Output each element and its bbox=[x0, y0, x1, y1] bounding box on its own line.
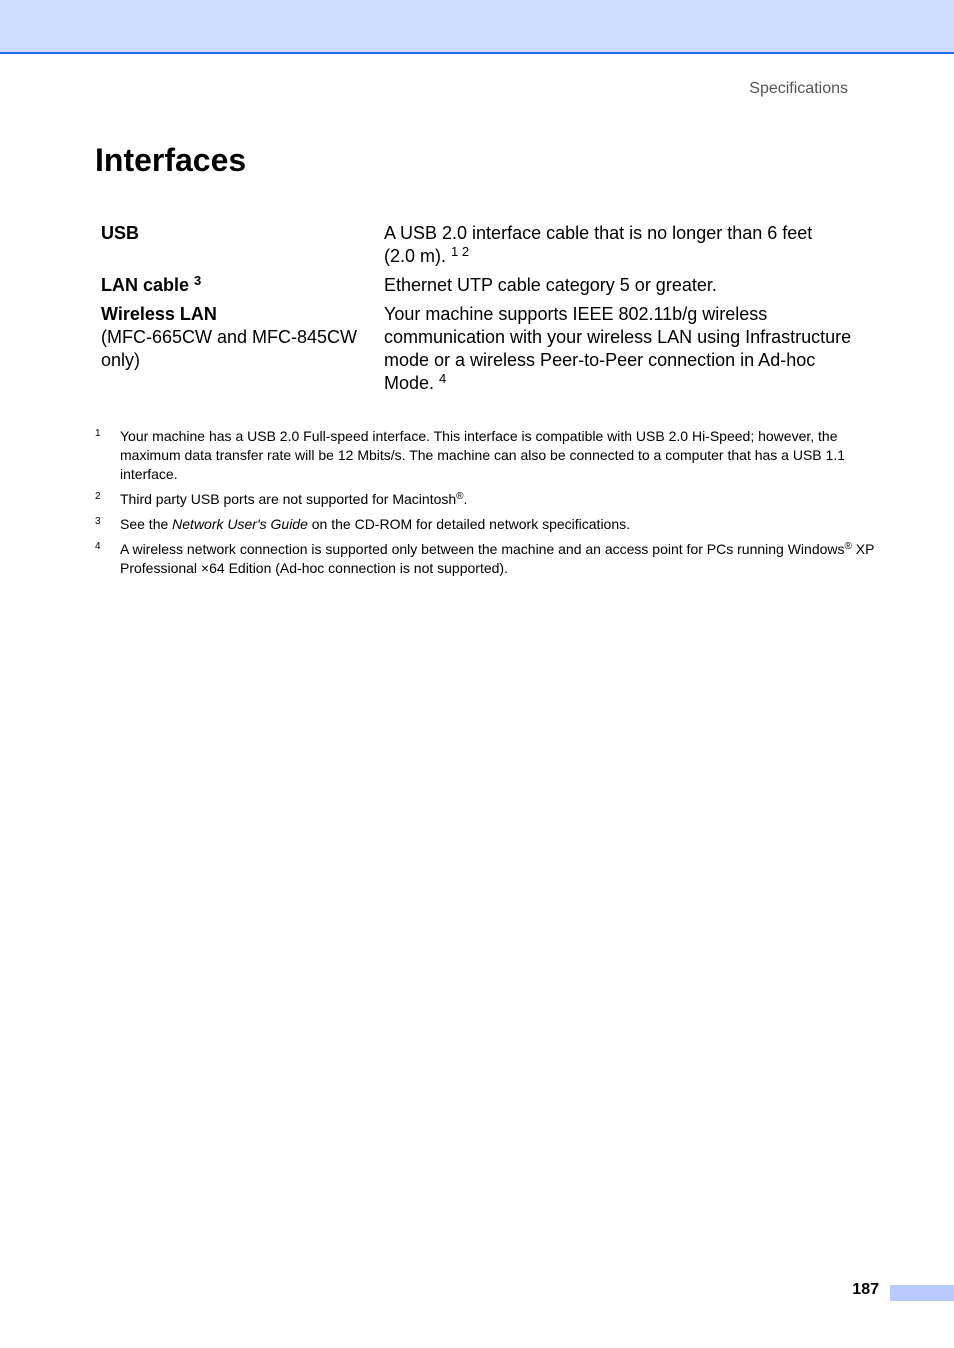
row-label bbox=[95, 303, 378, 401]
header-band bbox=[0, 0, 954, 54]
footnote-reference[interactable]: 1 2 bbox=[451, 244, 470, 259]
footnote-text-end: . bbox=[463, 491, 468, 507]
section-label: Specifications bbox=[749, 80, 848, 97]
guide-title: Network User's Guide bbox=[172, 516, 308, 532]
row-value-text: Ethernet UTP cable category 5 or greater. bbox=[384, 275, 717, 295]
row-value bbox=[378, 274, 880, 303]
footnote-number: 3 bbox=[95, 516, 101, 527]
footnote-text bbox=[120, 540, 880, 578]
footnote-text-pre: A wireless network connection is supported only between the machine and an access point for PCs running Windows bbox=[120, 541, 845, 557]
row-value-text: Your machine supports IEEE 802.11b/g wireless communication with your wireless LAN using Infrastructure mode or a wireless Peer-to-Peer connection in Ad-hoc bbox=[384, 304, 852, 370]
footnote-item bbox=[95, 427, 880, 484]
footnote-text bbox=[120, 490, 880, 509]
footnote-item bbox=[95, 490, 880, 509]
footnote-text-body: Third party USB ports are not supported for Macintosh bbox=[120, 491, 457, 507]
interfaces-table bbox=[95, 222, 880, 401]
table-row bbox=[95, 274, 880, 303]
page-title: Interfaces bbox=[95, 142, 247, 178]
row-label bbox=[95, 222, 378, 274]
row-label-text: LAN cable bbox=[101, 275, 190, 295]
footnote-number: 1 bbox=[95, 428, 101, 439]
footnote-text bbox=[120, 515, 880, 534]
table-row bbox=[95, 303, 880, 401]
footnote-text-post: XP Professional ×64 Edition (Ad-hoc connection is not supported). bbox=[120, 541, 875, 576]
row-label-text: USB bbox=[101, 223, 140, 243]
footnote-reference[interactable]: 4 bbox=[439, 371, 447, 386]
footnote-text-pre: See the bbox=[120, 516, 173, 532]
footnote-text-body: Your machine has a USB 2.0 Full-speed interface. This interface is compatible with USB 2.0 Hi-Speed; however, the maximum data transfer rate will be 12 Mbits/s. The machine can also be connected to a computer that has a USB 1.1 interface. bbox=[120, 428, 845, 482]
footnote-number: 4 bbox=[95, 541, 101, 552]
footnote-text-post: on the CD-ROM for detailed network specifications. bbox=[307, 516, 631, 532]
footnote-text bbox=[120, 427, 880, 484]
registered-mark: ® bbox=[456, 491, 464, 502]
footnote-item bbox=[95, 540, 880, 578]
row-value-text-end: (2.0 m). bbox=[384, 246, 447, 266]
row-value-text: A USB 2.0 interface cable that is no longer than 6 feet bbox=[384, 223, 813, 243]
row-label-subtext: (MFC-665CW and MFC-845CW only) bbox=[101, 327, 358, 370]
footnote-item bbox=[95, 515, 880, 534]
row-value-text-end: Mode. bbox=[384, 373, 435, 393]
footnote-reference[interactable]: 3 bbox=[194, 273, 202, 288]
row-value bbox=[378, 303, 880, 401]
row-label bbox=[95, 274, 378, 303]
row-label-text: Wireless LAN bbox=[101, 304, 217, 324]
page-number: 187 bbox=[852, 1281, 879, 1298]
footnote-number: 2 bbox=[95, 491, 101, 502]
table-row bbox=[95, 222, 880, 274]
row-value bbox=[378, 222, 880, 274]
registered-mark: ® bbox=[844, 541, 852, 552]
footnotes bbox=[95, 427, 880, 584]
page-tab bbox=[890, 1285, 954, 1301]
